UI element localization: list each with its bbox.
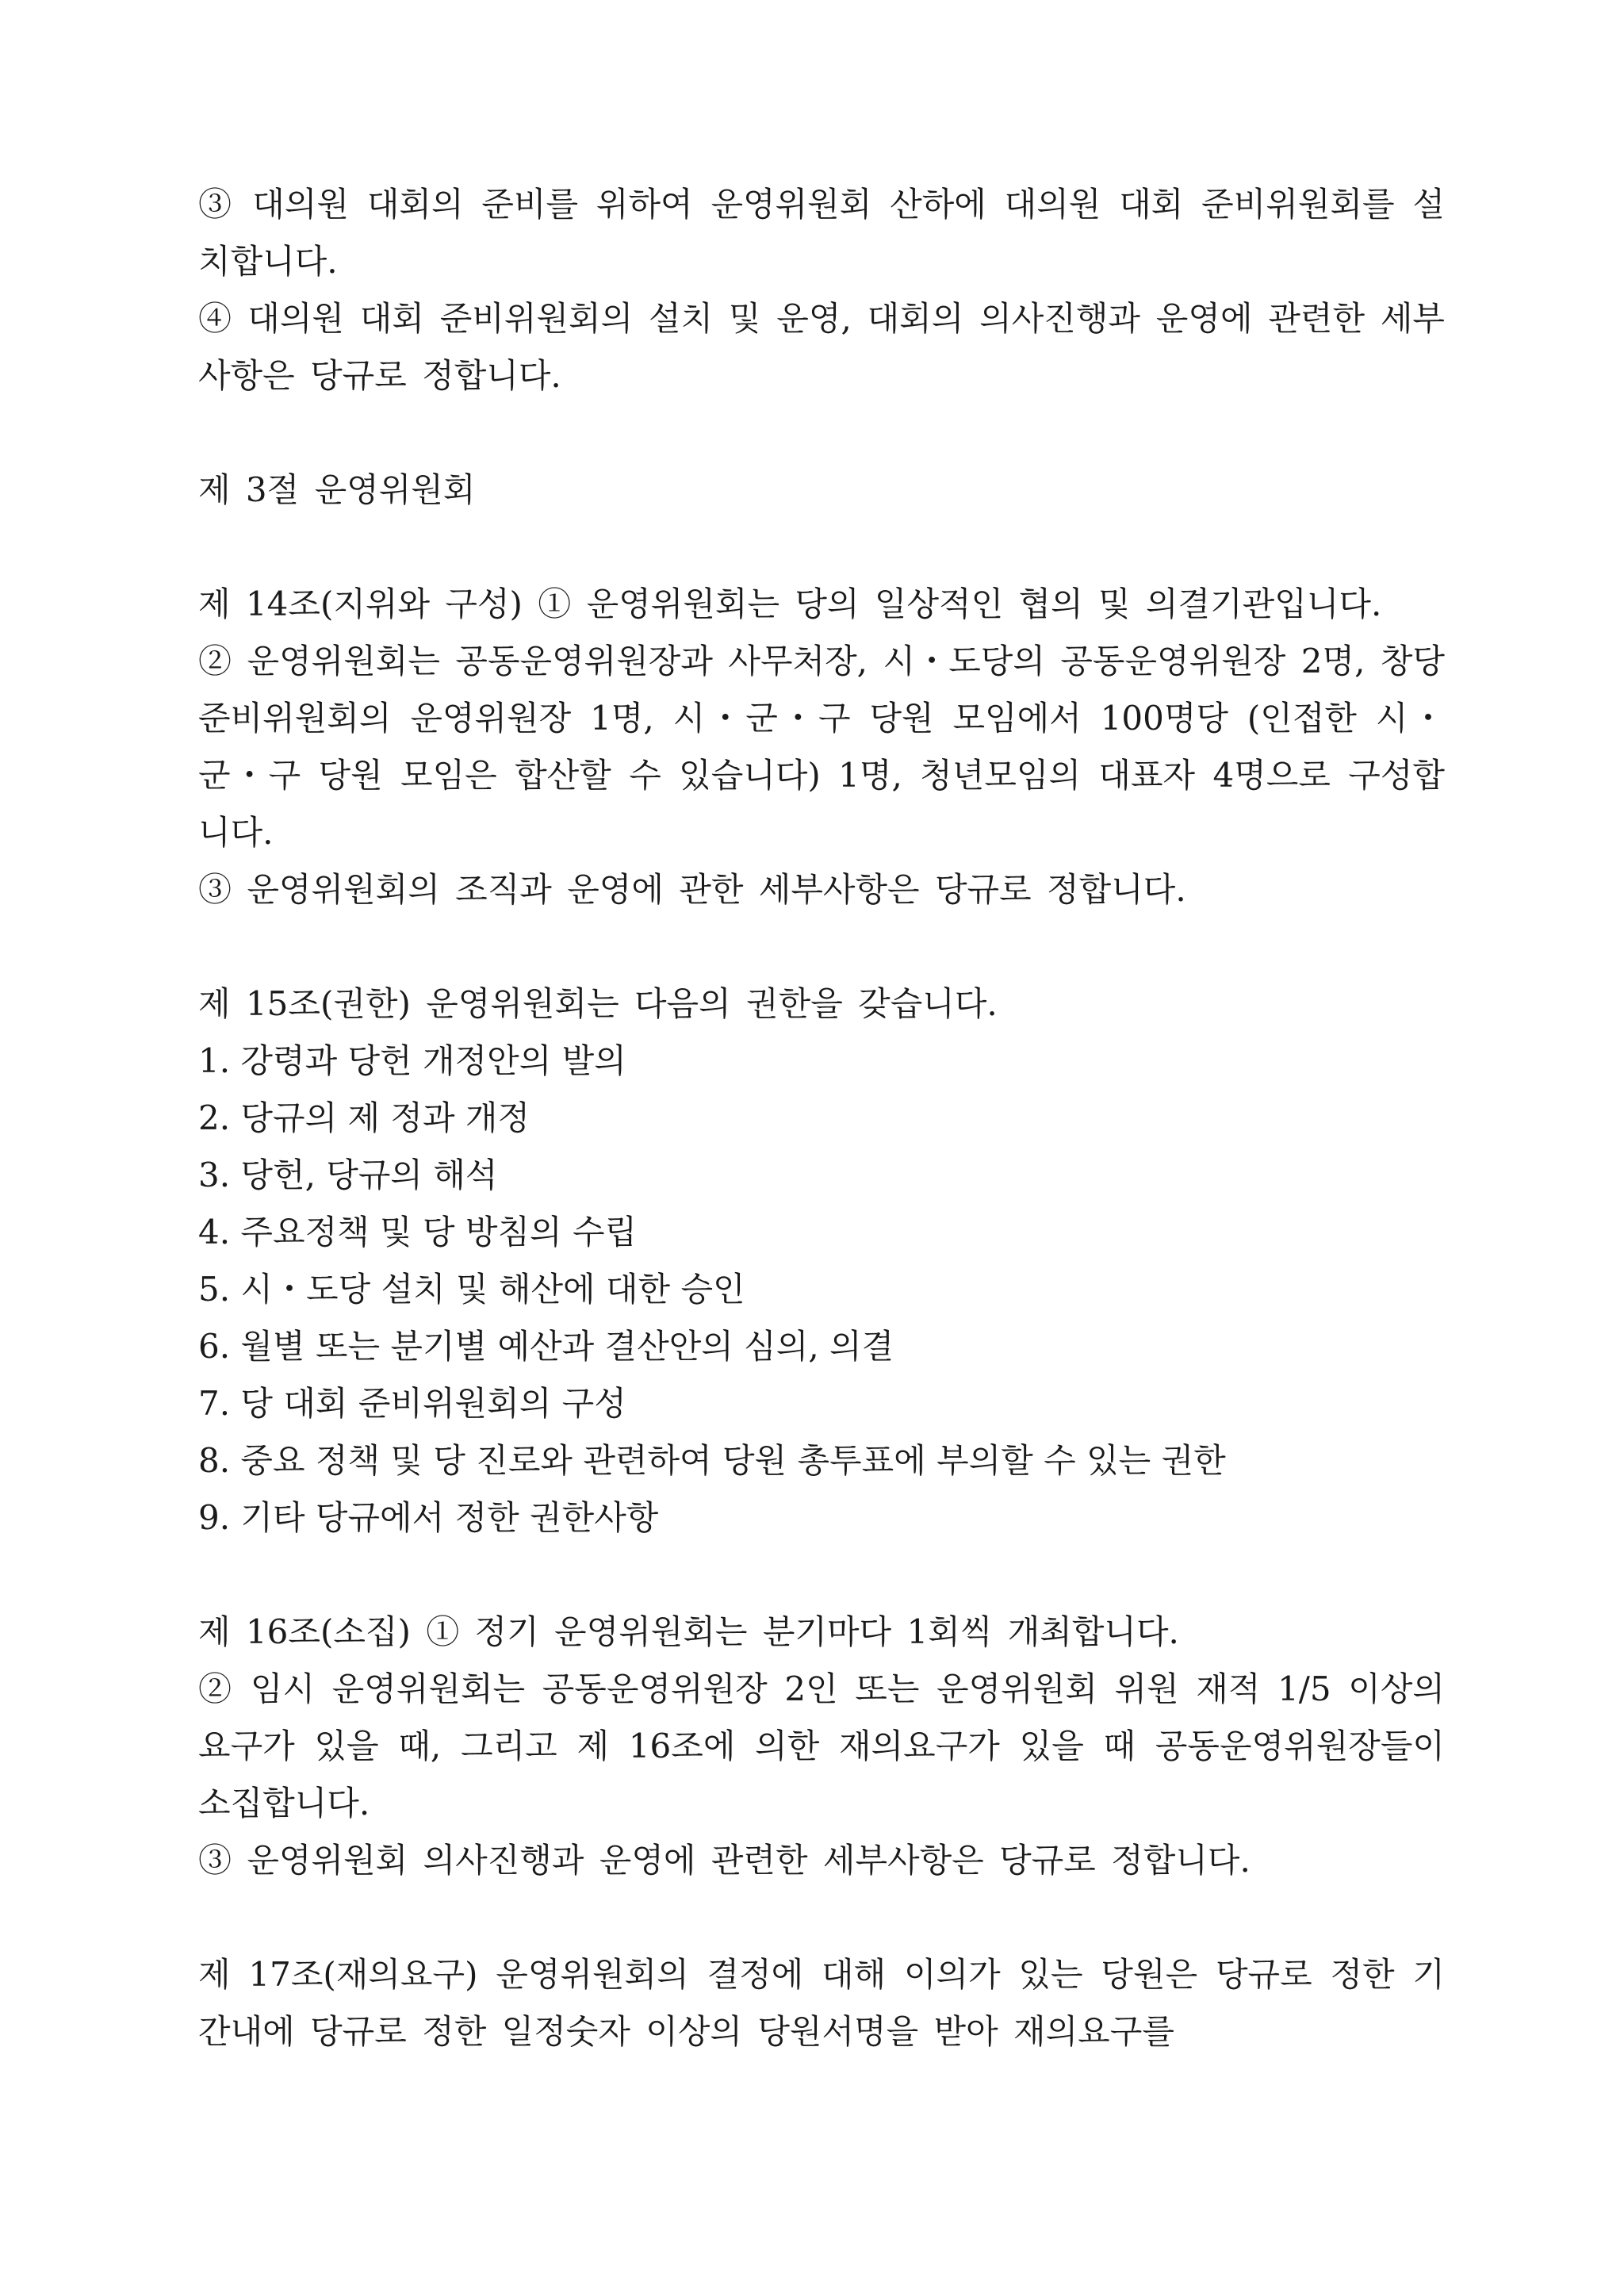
paragraph-spacer: [198, 519, 1445, 576]
paragraph: ② 운영위원회는 공동운영위원장과 사무처장, 시・도당의 공동운영위원장 2명, 창당준비위원회의 운영위원장 1명, 시・군・구 당원 모임에서 100명당 (인접한 시・군・구 당원 모임은 합산할 수 있습니다) 1명, 청년모임의 대표자 4명으로 구성합니다.: [198, 642, 1445, 852]
list-item: 8. 중요 정책 및 당 진로와 관련하여 당원 총투표에 부의할 수 있는 권한: [198, 1441, 1226, 1480]
paragraph-spacer: [198, 918, 1445, 976]
list-item: 7. 당 대회 준비위원회의 구성: [198, 1384, 626, 1423]
paragraph: ④ 대의원 대회 준비위원회의 설치 및 운영, 대회의 의사진행과 운영에 관련한 세부사항은 당규로 정합니다.: [198, 299, 1445, 395]
paragraph: 제 3절 운영위원회: [198, 470, 476, 509]
list-item: 4. 주요정책 및 당 방침의 수립: [198, 1213, 638, 1251]
paragraph: ③ 운영위원회 의사진행과 운영에 관련한 세부사항은 당규로 정합니다.: [198, 1841, 1251, 1880]
list-item: 3. 당헌, 당규의 해석: [198, 1156, 498, 1194]
list-item: 9. 기타 당규에서 정한 권한사항: [198, 1498, 659, 1537]
document-page: [198, 176, 1445, 2060]
list-item: 5. 시・도당 설치 및 해산에 대한 승인: [198, 1270, 745, 1309]
paragraph-spacer: [198, 404, 1445, 462]
paragraph-spacer: [198, 1547, 1445, 1604]
paragraph: 제 14조(지위와 구성) ① 운영위원회는 당의 일상적인 협의 및 의결기관입니다.: [198, 585, 1382, 623]
list-item: 6. 월별 또는 분기별 예산과 결산안의 심의, 의결: [198, 1327, 894, 1366]
list-item: 2. 당규의 제 정과 개정: [198, 1098, 530, 1137]
paragraph: 제 15조(권한) 운영위원회는 다음의 권한을 갖습니다.: [198, 984, 998, 1023]
paragraph: ③ 대의원 대회의 준비를 위하여 운영위원회 산하에 대의원 대회 준비위원회를 설치합니다.: [198, 185, 1445, 281]
paragraph: ② 임시 운영위원회는 공동운영위원장 2인 또는 운영위원회 위원 재적 1/5 이상의 요구가 있을 때, 그리고 제 16조에 의한 재의요구가 있을 때 공동운영위원장들이 소집합니다.: [198, 1669, 1445, 1823]
paragraph-spacer: [198, 1889, 1445, 1946]
paragraph: 제 16조(소집) ① 정기 운영위원회는 분기마다 1회씩 개최합니다.: [198, 1612, 1179, 1651]
list-item: 1. 강령과 당헌 개정안의 발의: [198, 1041, 626, 1080]
paragraph: ③ 운영위원회의 조직과 운영에 관한 세부사항은 당규로 정합니다.: [198, 870, 1186, 909]
paragraph: 제 17조(재의요구) 운영위원회의 결정에 대해 이의가 있는 당원은 당규로 정한 기간내에 당규로 정한 일정숫자 이상의 당원서명을 받아 재의요구를: [198, 1955, 1445, 2051]
